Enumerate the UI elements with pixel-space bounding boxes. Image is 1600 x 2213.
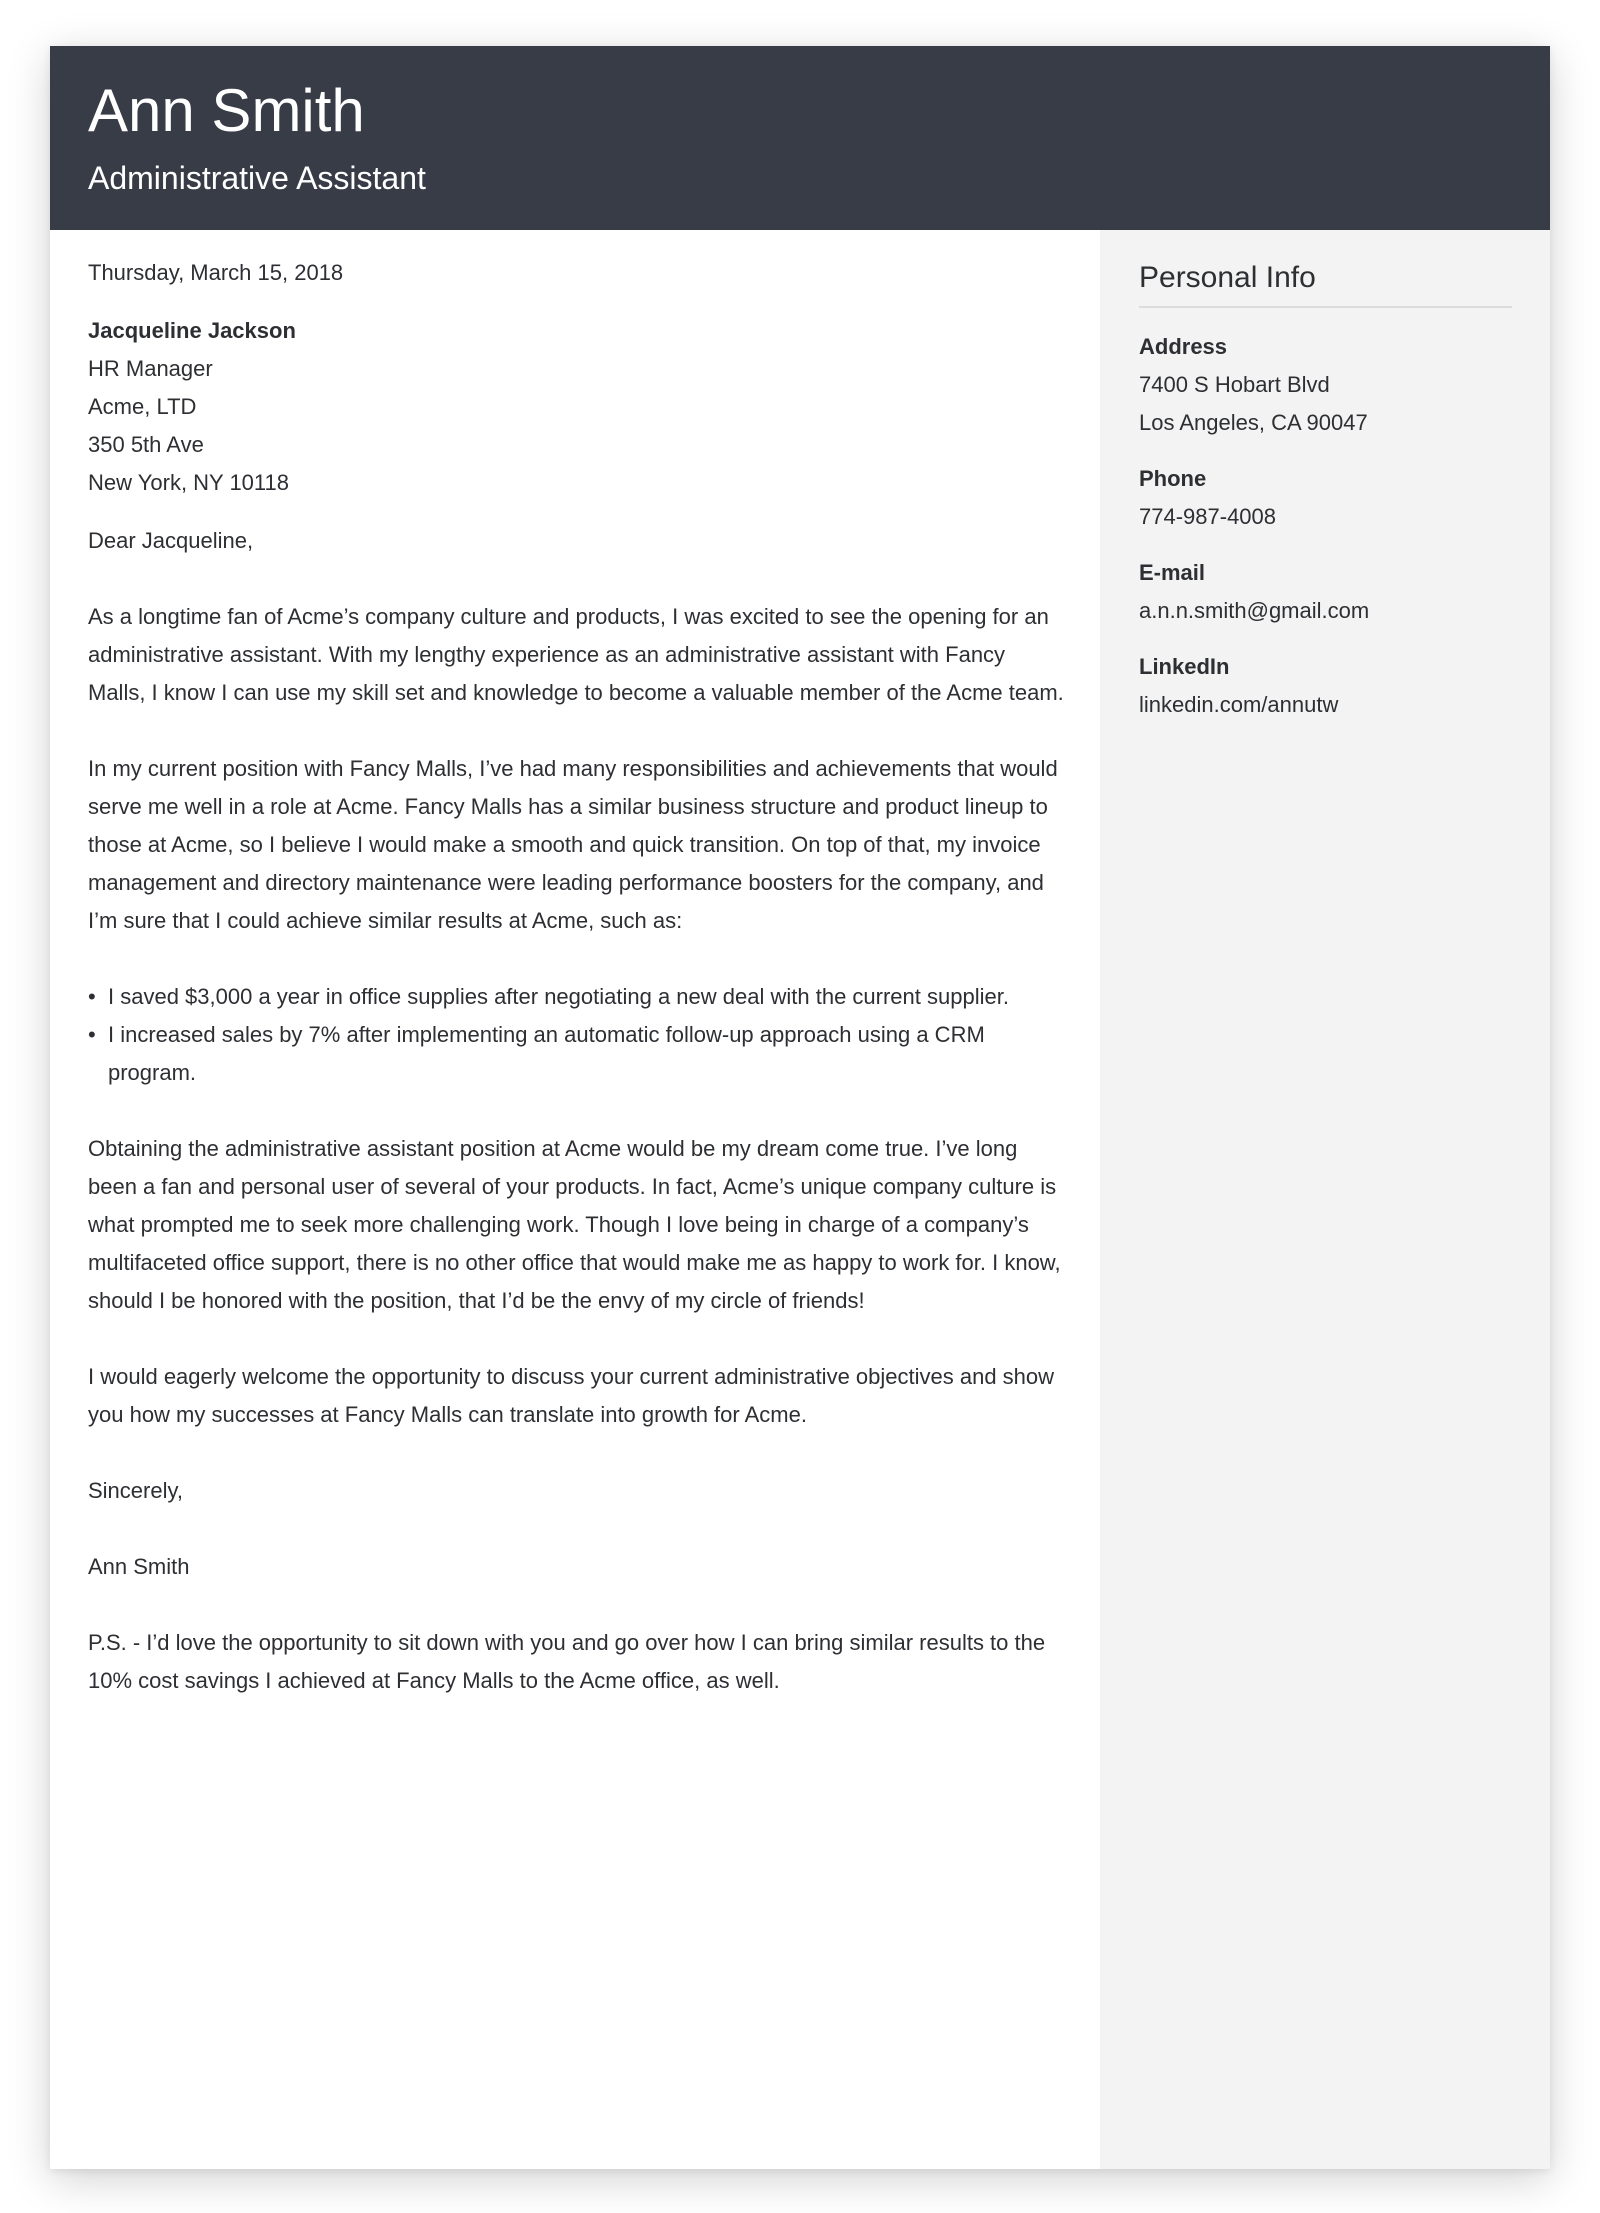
body-paragraph: Obtaining the administrative assistant position at Acme would be my dream come true. I’ve long been a fan and personal user of several of your products. In fact, Acme’s unique company culture is what prompted me to seek more challenging work. Though I love being in charge of a company’s multifaceted office support, there is no other office that would make me as happy to work for. I know, should I be honored with the position, that I’d be the envy of my circle of friends! [88, 1136, 1061, 1313]
email-label: E-mail [1139, 560, 1206, 585]
closing: Sincerely, [88, 1478, 183, 1503]
letter-header [50, 46, 1550, 230]
postscript: P.S. - I’d love the opportunity to sit down with you and go over how I can bring similar results to the 10% cost savings I achieved at Fancy Malls to the Acme office, as well. [88, 1630, 1046, 1693]
list-item [88, 978, 1066, 1016]
applicant-title: Administrative Assistant [88, 160, 426, 196]
body-paragraph: As a longtime fan of Acme’s company culture and products, I was excited to see the opening for an administrative assistant. With my lengthy experience as an administrative assistant with Fancy Malls, I know I can use my skill set and knowledge to become a valuable member of the Acme team. [88, 604, 1064, 705]
body-paragraph: I would eagerly welcome the opportunity to discuss your current administrative objectives and show you how my successes at Fancy Malls can translate into growth for Acme. [88, 1364, 1055, 1427]
recipient-company: Acme, LTD [88, 394, 197, 419]
phone-label: Phone [1139, 466, 1207, 491]
recipient-position: HR Manager [88, 356, 213, 381]
body-paragraph: In my current position with Fancy Malls, I’ve had many responsibilities and achievements that would serve me well in a role at Acme. Fancy Malls has a similar business structure and product lineup to those at Acme, so I believe I would make a smooth and quick transition. On top of that, my invoice management and directory maintenance were leading performance boosters for the company, and I’m sure that I could achieve similar results at Acme, such as: [88, 756, 1058, 933]
list-item-text: I saved $3,000 a year in office supplies after negotiating a new deal with the current supplier. [108, 984, 1009, 1009]
recipient-city: New York, NY 10118 [88, 470, 289, 495]
applicant-name: Ann Smith [88, 77, 365, 144]
list-item-text: I increased sales by 7% after implementing an automatic follow-up approach using a CRM program. [108, 1022, 985, 1085]
signature: Ann Smith [88, 1554, 190, 1579]
bullet-icon: • [88, 1022, 96, 1047]
cover-letter-page [50, 46, 1550, 2169]
address-label: Address [1139, 334, 1228, 359]
salutation: Dear Jacqueline, [88, 528, 254, 553]
email-group [1139, 554, 1512, 630]
recipient-name: Jacqueline Jackson [88, 318, 296, 343]
email-value[interactable]: a.n.n.smith@gmail.com [1139, 598, 1370, 623]
linkedin-label: LinkedIn [1139, 654, 1230, 679]
recipient-block [88, 312, 1066, 502]
address-group [1139, 328, 1512, 442]
phone-value: 774-987-4008 [1139, 504, 1277, 529]
list-item [88, 1016, 1066, 1092]
address-line-1: 7400 S Hobart Blvd [1139, 372, 1330, 397]
linkedin-group [1139, 648, 1512, 724]
recipient-street: 350 5th Ave [88, 432, 204, 457]
phone-group [1139, 460, 1512, 536]
letter-body [50, 230, 1100, 2169]
personal-info-heading: Personal Info [1139, 256, 1512, 308]
personal-info-sidebar [1100, 230, 1550, 2169]
letter-date: Thursday, March 15, 2018 [88, 260, 344, 285]
address-line-2: Los Angeles, CA 90047 [1139, 410, 1368, 435]
linkedin-value[interactable]: linkedin.com/annutw [1139, 692, 1339, 717]
achievements-list [88, 978, 1066, 1092]
bullet-icon: • [88, 984, 96, 1009]
